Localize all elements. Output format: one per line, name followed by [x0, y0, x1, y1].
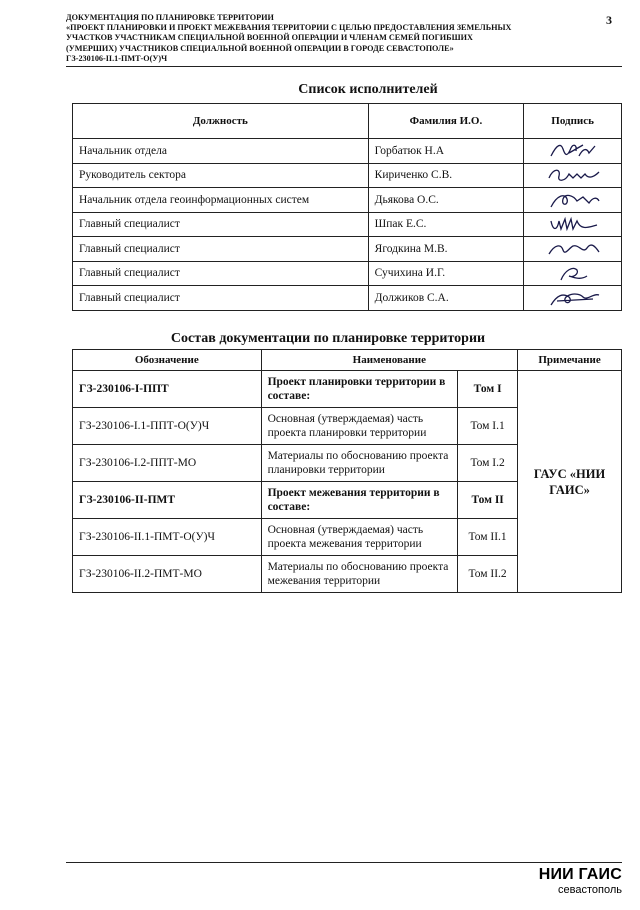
staff-position: Главный специалист: [73, 237, 369, 262]
signature-cell: [524, 212, 622, 237]
column-header-position: Должность: [73, 104, 369, 139]
doc-volume: Том I.2: [458, 445, 518, 482]
signature-cell: [524, 163, 622, 188]
doc-code: ГЗ-230106-II.2-ПМТ-МО: [73, 556, 262, 593]
signature-image: [543, 189, 603, 211]
table-row: [73, 188, 622, 213]
doc-name: Основная (утверждаемая) часть проекта планировки территории: [261, 408, 458, 445]
signature-image: [543, 287, 603, 309]
logo-line-2: севастополь: [558, 884, 622, 896]
table-row: [73, 163, 622, 188]
header-line: ГЗ-230106-II.1-ПМТ-О(У)Ч: [66, 53, 168, 63]
staff-position: Начальник отдела: [73, 139, 369, 164]
doc-code: ГЗ-230106-I-ППТ: [73, 371, 262, 408]
signature-image: [543, 213, 603, 235]
staff-table-title: Список исполнителей: [298, 82, 438, 97]
header-line: «ПРОЕКТ ПЛАНИРОВКИ И ПРОЕКТ МЕЖЕВАНИЯ ТЕРРИТОРИИ С ЦЕЛЬЮ ПРЕДОСТАВЛЕНИЯ ЗЕМЕЛЬНЫХ: [66, 23, 512, 33]
staff-name: Дьякова О.С.: [368, 188, 524, 213]
doc-code: ГЗ-230106-II.1-ПМТ-О(У)Ч: [73, 519, 262, 556]
staff-table-header-row: [73, 104, 622, 139]
signature-cell: [524, 188, 622, 213]
column-header-designation: Обозначение: [73, 350, 262, 371]
doc-code: ГЗ-230106-II-ПМТ: [73, 482, 262, 519]
staff-position: Главный специалист: [73, 286, 369, 311]
table-row: [73, 237, 622, 262]
column-header-note: Примечание: [518, 350, 622, 371]
doc-volume: Том II.2: [458, 556, 518, 593]
staff-position: Главный специалист: [73, 261, 369, 286]
signature-cell: [524, 237, 622, 262]
column-header-name: Фамилия И.О.: [368, 104, 524, 139]
staff-name: Кириченко С.В.: [368, 163, 524, 188]
header-line: (УМЕРШИХ) УЧАСТНИКОВ СПЕЦИАЛЬНОЙ ВОЕННОЙ ОПЕРАЦИИ В ГОРОДЕ СЕВАСТОПОЛЕ»: [66, 43, 454, 53]
signature-cell: [524, 139, 622, 164]
header-line: ДОКУМЕНТАЦИЯ ПО ПЛАНИРОВКЕ ТЕРРИТОРИИ: [66, 13, 274, 22]
doc-note: ГАУС «НИИ ГАИС»: [518, 371, 622, 593]
doc-name: Материалы по обоснованию проекта планировки территории: [261, 445, 458, 482]
staff-name: Горбатюк Н.А: [368, 139, 524, 164]
document-header: [66, 13, 586, 64]
signature-image: [543, 262, 603, 284]
table-row: [73, 212, 622, 237]
table-row: [73, 286, 622, 311]
doc-volume: Том II: [458, 482, 518, 519]
doc-name: Материалы по обоснованию проекта межевания территории: [261, 556, 458, 593]
staff-name: Должиков С.А.: [368, 286, 524, 311]
doc-volume: Том I: [458, 371, 518, 408]
logo-line-1: НИИ ГАИС: [538, 866, 622, 883]
signature-image: [543, 164, 603, 186]
docs-table-title: Состав документации по планировке территории: [170, 331, 486, 346]
table-row: [73, 371, 622, 408]
doc-name: Проект межевания территории в составе:: [261, 482, 458, 519]
column-header-title: Наименование: [261, 350, 518, 371]
documentation-table: [72, 349, 622, 593]
signature-cell: [524, 261, 622, 286]
signature-image: [543, 140, 603, 162]
header-line: УЧАСТКОВ УЧАСТНИКАМ СПЕЦИАЛЬНОЙ ВОЕННОЙ ОПЕРАЦИИ И ЧЛЕНАМ СЕМЕЙ ПОГИБШИХ: [66, 33, 473, 43]
docs-table-header-row: [73, 350, 622, 371]
doc-name: Проект планировки территории в составе:: [261, 371, 458, 408]
table-row: [73, 139, 622, 164]
company-logo: [486, 866, 622, 896]
doc-name: Основная (утверждаемая) часть проекта межевания территории: [261, 519, 458, 556]
footer-rule: [66, 862, 622, 863]
staff-position: Руководитель сектора: [73, 163, 369, 188]
staff-name: Сучихина И.Г.: [368, 261, 524, 286]
table-row: [73, 261, 622, 286]
column-header-signature: Подпись: [524, 104, 622, 139]
signature-image: [543, 238, 603, 260]
staff-name: Ягодкина М.В.: [368, 237, 524, 262]
page-number: 3: [606, 13, 612, 27]
doc-code: ГЗ-230106-I.2-ППТ-МО: [73, 445, 262, 482]
staff-name: Шпак Е.С.: [368, 212, 524, 237]
staff-position: Главный специалист: [73, 212, 369, 237]
doc-volume: Том I.1: [458, 408, 518, 445]
staff-table: [72, 103, 622, 311]
signature-cell: [524, 286, 622, 311]
doc-volume: Том II.1: [458, 519, 518, 556]
header-rule: [66, 66, 622, 67]
staff-position: Начальник отдела геоинформационных систем: [73, 188, 369, 213]
doc-code: ГЗ-230106-I.1-ППТ-О(У)Ч: [73, 408, 262, 445]
